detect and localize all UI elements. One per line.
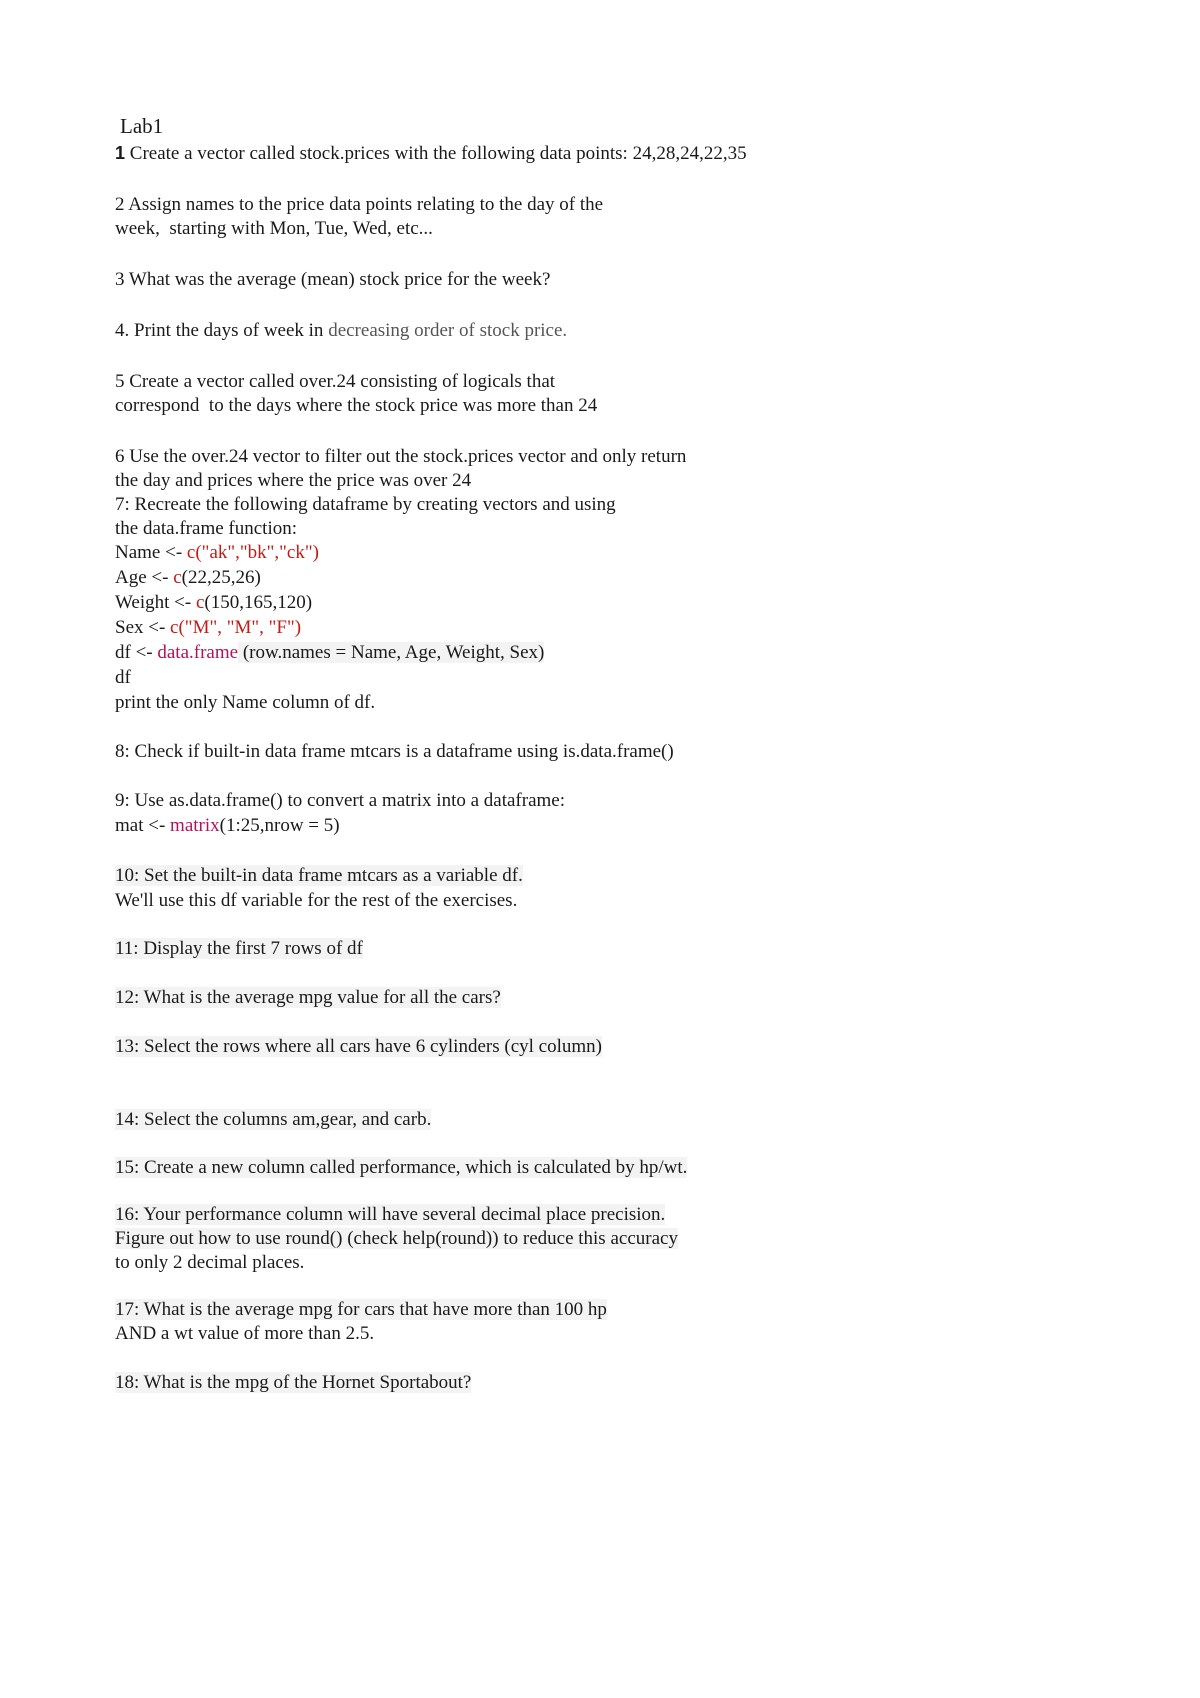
code-df-line xyxy=(115,641,544,665)
question-9-line-1: 9: Use as.data.frame() to convert a matrix into a dataframe: xyxy=(115,790,565,811)
question-13-text: 13: Select the rows where all cars have 6 cylinders (cyl column) xyxy=(115,1036,602,1057)
question-6-line-1: 6 Use the over.24 vector to filter out the stock.prices vector and only return xyxy=(115,446,687,467)
question-16-line-1-text: 16: Your performance column will have several decimal place precision. xyxy=(115,1204,666,1225)
question-4-text-gray: decreasing order of stock price. xyxy=(328,320,568,341)
question-17-line-1 xyxy=(115,1298,607,1322)
code-df-print-line: df xyxy=(115,667,131,688)
question-1 xyxy=(115,141,747,166)
code-mat-assign: mat <- xyxy=(115,815,171,836)
question-2-line-1: 2 Assign names to the price data points relating to the day of the xyxy=(115,194,604,215)
question-15-text: 15: Create a new column called performance, which is calculated by hp/wt. xyxy=(115,1157,688,1178)
question-16-line-1 xyxy=(115,1203,665,1227)
question-16-line-2 xyxy=(115,1227,678,1251)
code-name-assign: Name <- xyxy=(115,542,187,563)
question-5-line-1: 5 Create a vector called over.24 consisting of logicals that xyxy=(115,371,556,392)
question-10-line-1-text: 10: Set the built-in data frame mtcars as a variable df. xyxy=(115,865,523,886)
question-2-line-2: week, starting with Mon, Tue, Wed, etc... xyxy=(115,218,433,239)
question-17-line-1-text: 17: What is the average mpg for cars that have more than 100 hp xyxy=(115,1299,607,1320)
code-weight-line xyxy=(115,591,312,615)
code-age-assign: Age <- xyxy=(115,567,174,588)
question-6-line-2: the day and prices where the price was over 24 xyxy=(115,470,472,491)
question-14-text: 14: Select the columns am,gear, and carb. xyxy=(115,1109,432,1130)
question-11 xyxy=(115,937,363,961)
code-name-line xyxy=(115,541,319,565)
question-12-text: 12: What is the average mpg value for all the cars? xyxy=(115,987,501,1008)
question-17-line-2: AND a wt value of more than 2.5. xyxy=(115,1323,375,1344)
question-16-line-3: to only 2 decimal places. xyxy=(115,1252,305,1273)
question-18-text: 18: What is the mpg of the Hornet Sportabout? xyxy=(115,1372,472,1393)
question-15 xyxy=(115,1156,687,1180)
code-sex-value: c("M", "M", "F") xyxy=(170,617,302,638)
question-5-line-2: correspond to the days where the stock price was more than 24 xyxy=(115,395,598,416)
code-weight-values: (150,165,120) xyxy=(204,592,313,613)
code-name-value: c("ak","bk","ck") xyxy=(186,542,319,563)
code-mat-func: matrix xyxy=(170,815,220,836)
question-7-print-line: print the only Name column of df. xyxy=(115,692,376,713)
code-weight-func: c xyxy=(195,592,205,613)
code-weight-assign: Weight <- xyxy=(115,592,196,613)
question-4 xyxy=(115,319,567,343)
question-10-line-1 xyxy=(115,864,523,888)
question-10-line-2: We'll use this df variable for the rest of the exercises. xyxy=(115,890,518,911)
question-18 xyxy=(115,1371,471,1395)
code-mat-args: (1:25,nrow = 5) xyxy=(219,815,340,836)
code-df-args: (row.names = Name, Age, Weight, Sex) xyxy=(238,642,545,663)
question-7-line-1: 7: Recreate the following dataframe by creating vectors and using xyxy=(115,494,616,515)
question-7-line-2: the data.frame function: xyxy=(115,518,298,539)
code-age-func: c xyxy=(173,567,182,588)
question-3: 3 What was the average (mean) stock price for the week? xyxy=(115,269,551,290)
question-4-text: 4. Print the days of week in xyxy=(115,320,329,341)
question-14 xyxy=(115,1108,431,1132)
code-age-values: (22,25,26) xyxy=(181,567,261,588)
code-df-func: data.frame xyxy=(157,642,239,663)
code-df-assign: df <- xyxy=(115,642,158,663)
question-8: 8: Check if built-in data frame mtcars is a dataframe using is.data.frame() xyxy=(115,741,674,762)
question-11-text: 11: Display the first 7 rows of df xyxy=(115,938,363,959)
question-1-number: 1 xyxy=(115,143,126,163)
code-sex-line xyxy=(115,616,301,640)
question-12 xyxy=(115,986,501,1010)
question-1-text: Create a vector called stock.prices with the following data points: 24,28,24,22,35 xyxy=(125,143,747,164)
question-13 xyxy=(115,1035,602,1059)
code-mat-line xyxy=(115,814,340,838)
page-title: Lab1 xyxy=(120,114,164,138)
code-sex-assign: Sex <- xyxy=(115,617,171,638)
question-16-line-2-text: Figure out how to use round() (check help(round)) to reduce this accuracy xyxy=(115,1228,678,1249)
code-age-line xyxy=(115,566,261,590)
